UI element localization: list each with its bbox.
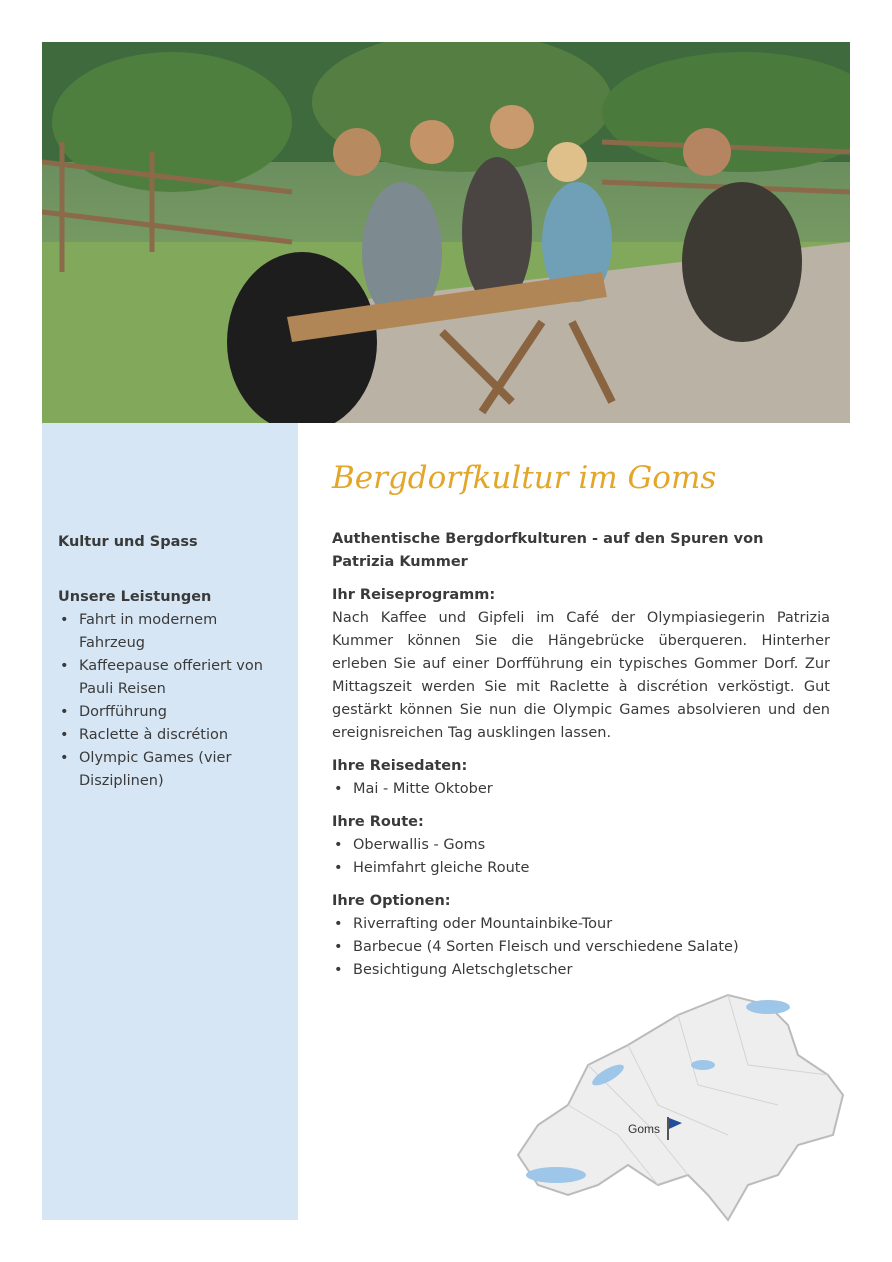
sidebar <box>42 423 298 1220</box>
options-title: Ihre Optionen: <box>332 893 451 909</box>
sidebar-heading: Kultur und Spass <box>58 534 198 550</box>
service-item: • Dorfführung <box>58 701 286 724</box>
switzerland-map <box>498 985 850 1225</box>
date-item: • Mai - Mitte Oktober <box>332 778 830 801</box>
service-item: • Raclette à discrétion <box>58 724 286 747</box>
services-title: Unsere Leistungen <box>58 589 212 605</box>
page-title: Bergdorfkultur im Goms <box>332 460 717 496</box>
option-item: • Besichtigung Aletschgletscher <box>332 959 830 982</box>
option-item: • Riverrafting oder Mountainbike-Tour <box>332 913 830 936</box>
service-item: • Kaffeepause offeriert von Pauli Reisen <box>58 655 286 701</box>
route-list <box>332 834 830 880</box>
dates-title: Ihre Reisedaten: <box>332 758 468 774</box>
options-list <box>332 913 830 982</box>
service-item: • Fahrt in modernem Fahrzeug <box>58 609 286 655</box>
main-content <box>332 458 830 982</box>
route-item: • Oberwallis - Goms <box>332 834 830 857</box>
option-item: • Barbecue (4 Sorten Fleisch und verschiedene Salate) <box>332 936 830 959</box>
program-text: Nach Kaffee und Gipfeli im Café der Olympiasiegerin Patrizia Kummer können Sie die Hängebrücke überqueren. Hinterher erleben Sie auf einer Dorfführung ein typisches Gommer Dorf. Zur Mittagszeit werden Sie mit Raclette à discrétion verköstigt. Gut gestärkt können Sie nun die Olympic Games absolvieren und den ereignisreichen Tag ausklingen lassen. <box>332 610 830 741</box>
route-title: Ihre Route: <box>332 814 424 830</box>
map-label: Goms <box>628 1122 661 1136</box>
header-photo <box>42 42 850 423</box>
route-item: • Heimfahrt gleiche Route <box>332 857 830 880</box>
service-item: • Olympic Games (vier Disziplinen) <box>58 747 286 793</box>
program-title: Ihr Reiseprogramm: <box>332 587 496 603</box>
services-list <box>58 609 286 793</box>
subtitle: Authentische Bergdorfkulturen - auf den Spuren von Patrizia Kummer <box>332 531 764 570</box>
dates-list <box>332 778 830 801</box>
